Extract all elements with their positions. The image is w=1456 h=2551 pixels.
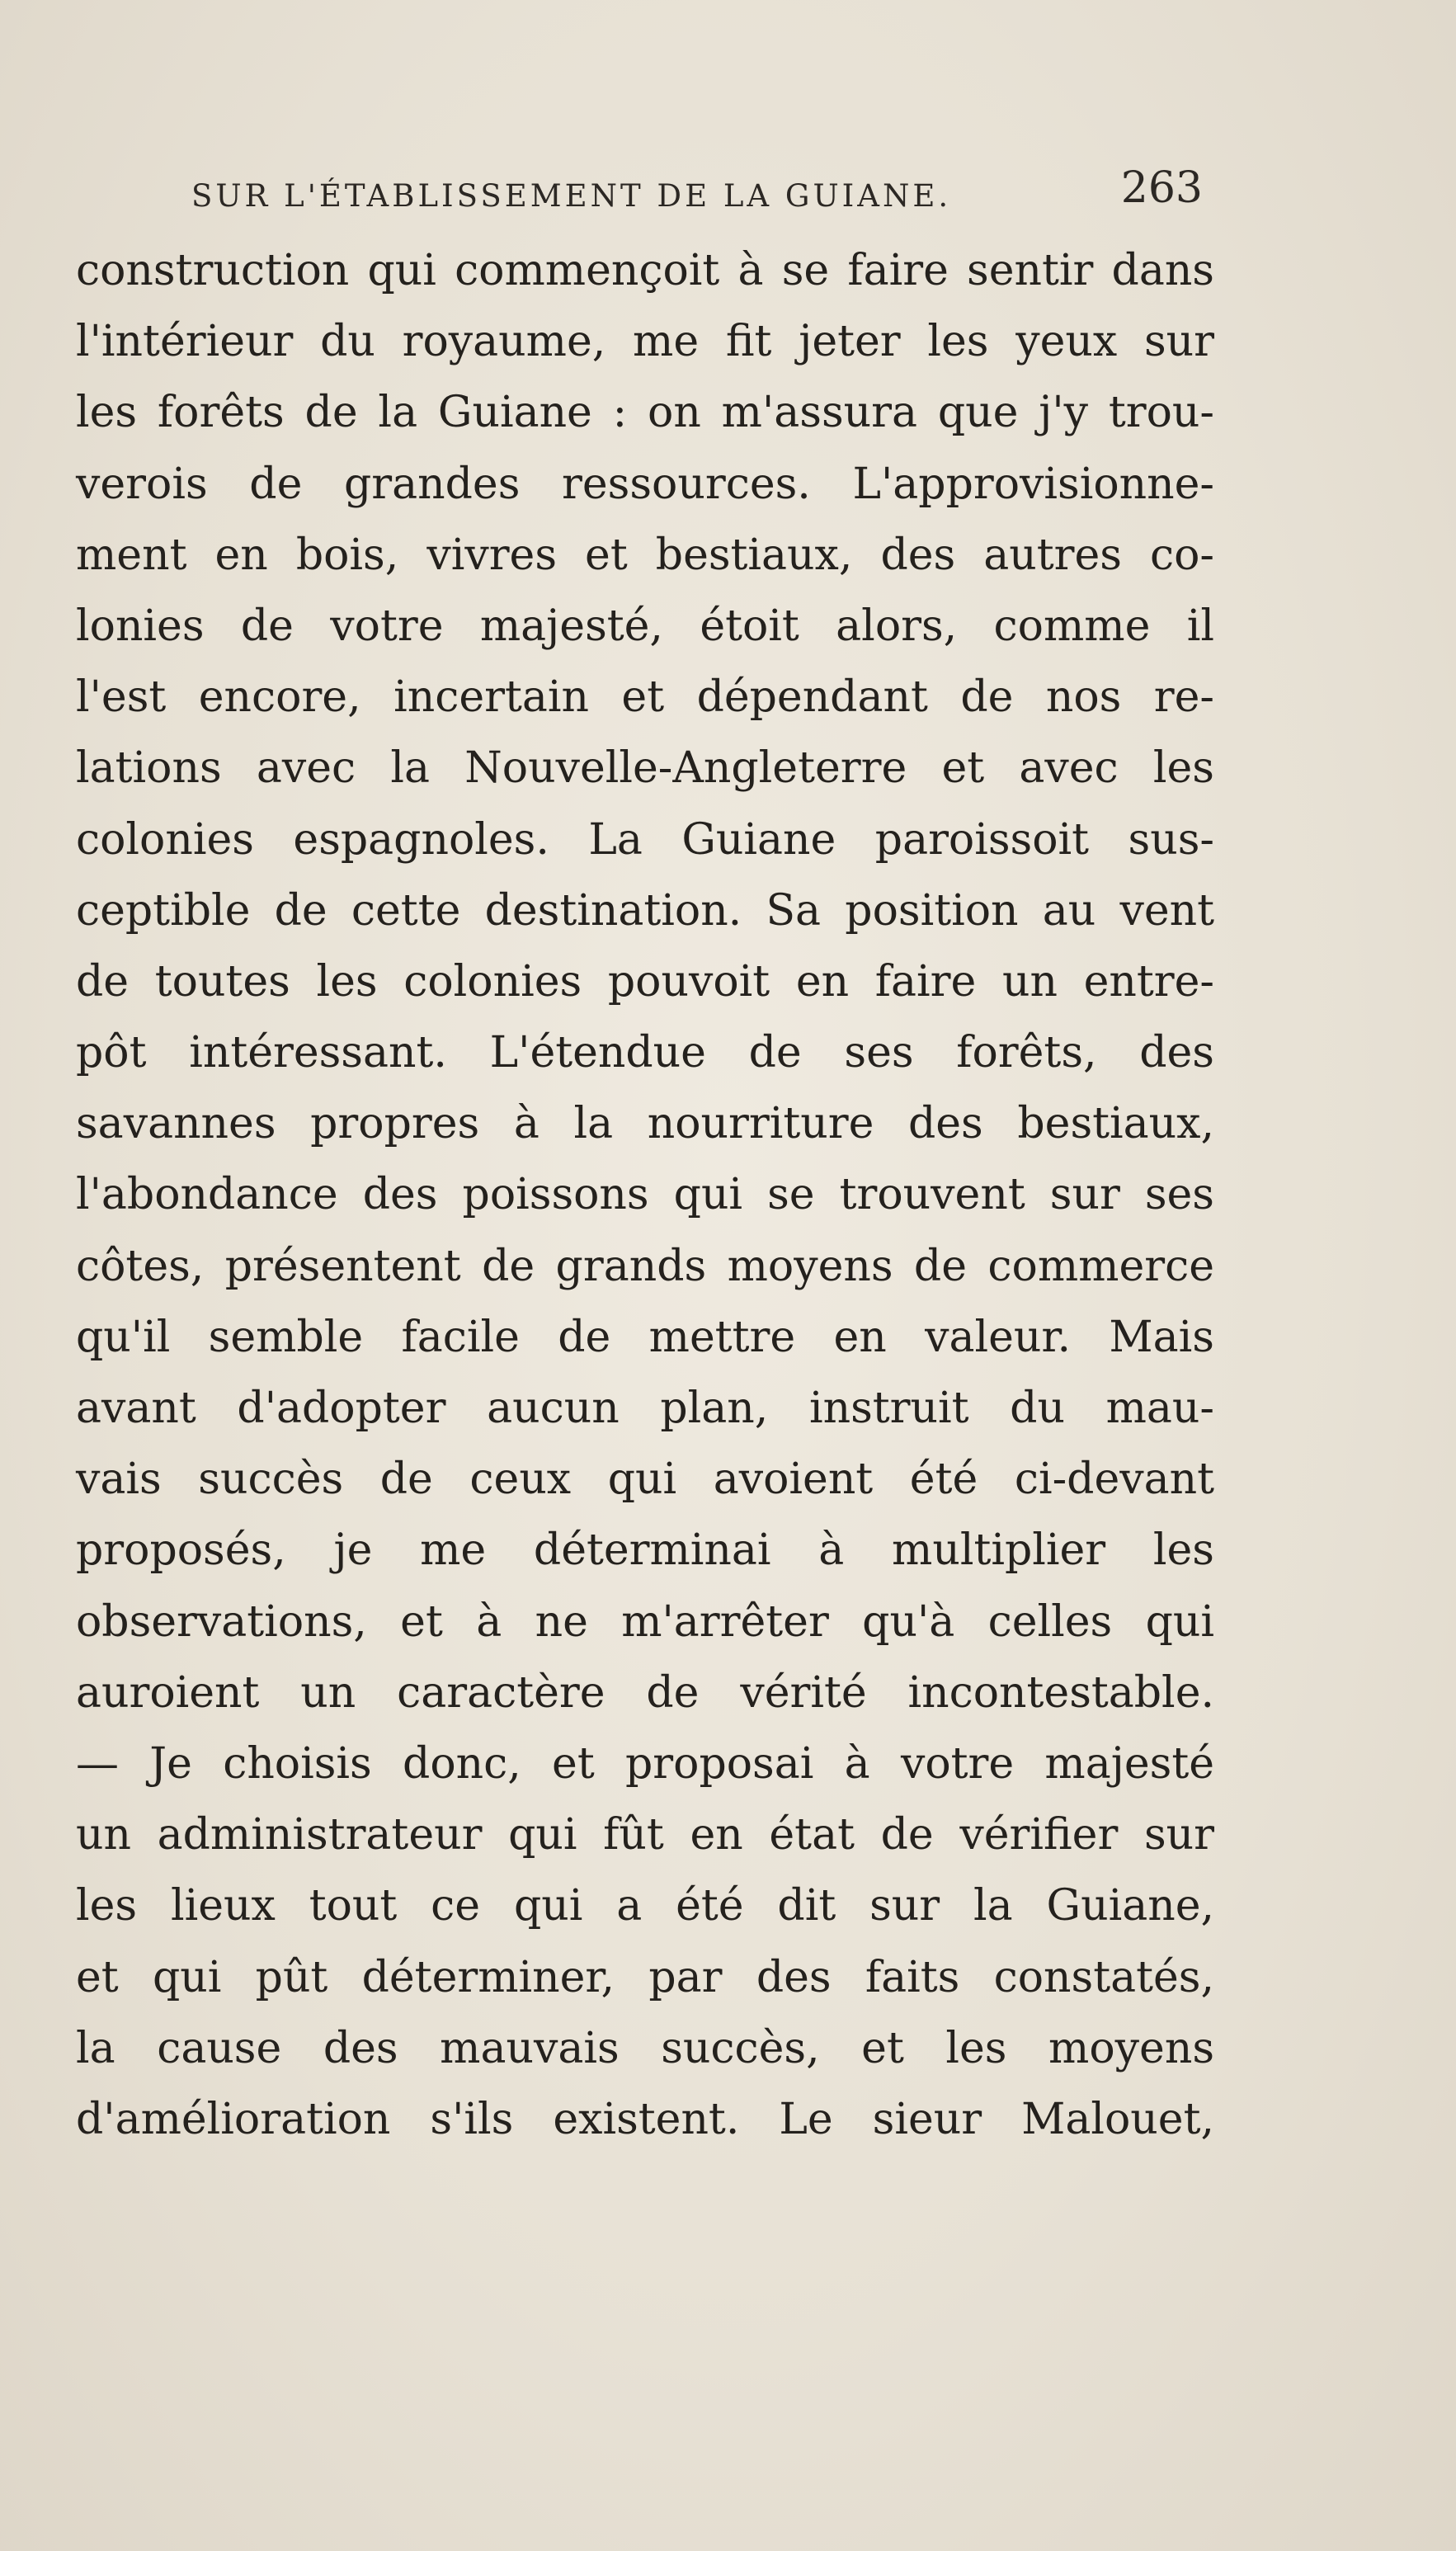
page-number: 263 [1120, 163, 1203, 213]
text-line: et qui pût déterminer, par des faits constatés, [76, 1952, 1214, 2002]
text-line: savannes propres à la nourriture des bestiaux, [76, 1099, 1214, 1149]
text-line: auroient un caractère de vérité incontestable. [76, 1667, 1214, 1718]
text-line: pôt intéressant. L'étendue de ses forêts, des [76, 1028, 1214, 1078]
text-line: la cause des mauvais succès, et les moyens [76, 2023, 1214, 2073]
text-line: d'amélioration s'ils existent. Le sieur Malouet, [76, 2094, 1214, 2144]
text-line: les forêts de la Guiane : on m'assura que j'y trou- [76, 388, 1214, 438]
text-line: vais succès de ceux qui avoient été ci-devant [76, 1455, 1214, 1505]
text-line: proposés, je me déterminai à multiplier les [76, 1525, 1214, 1576]
text-line: un administrateur qui fût en état de vérifier sur [76, 1810, 1214, 1860]
text-line: de toutes les colonies pouvoit en faire un entre- [76, 956, 1214, 1007]
text-line: qu'il semble facile de mettre en valeur. Mais [76, 1312, 1214, 1362]
text-line: lonies de votre majesté, étoit alors, comme il [76, 601, 1214, 651]
text-line: l'intérieur du royaume, me fit jeter les yeux sur [76, 317, 1214, 367]
text-line: — Je choisis donc, et proposai à votre majesté [76, 1738, 1214, 1789]
running-head: SUR L'ÉTABLISSEMENT DE LA GUIANE. [191, 178, 952, 214]
text-line: colonies espagnoles. La Guiane paroissoit sus- [76, 814, 1214, 865]
body-text [76, 235, 1214, 2155]
text-line: verois de grandes ressources. L'approvisionne- [76, 459, 1214, 509]
text-line: côtes, présentent de grands moyens de commerce [76, 1241, 1214, 1291]
text-line: construction qui commençoit à se faire sentir dans [76, 246, 1214, 295]
text-line: ceptible de cette destination. Sa position au vent [76, 885, 1214, 936]
text-line: l'est encore, incertain et dépendant de nos re- [76, 672, 1214, 723]
text-line: lations avec la Nouvelle-Angleterre et avec les [76, 743, 1214, 794]
text-line: l'abondance des poissons qui se trouvent sur ses [76, 1170, 1214, 1220]
text-line: les lieux tout ce qui a été dit sur la Guiane, [76, 1881, 1214, 1931]
text-line: ment en bois, vivres et bestiaux, des autres co- [76, 530, 1214, 580]
text-line: avant d'adopter aucun plan, instruit du mau- [76, 1384, 1214, 1433]
text-line: observations, et à ne m'arrêter qu'à celles qui [76, 1596, 1214, 1647]
page-header [191, 163, 1203, 221]
